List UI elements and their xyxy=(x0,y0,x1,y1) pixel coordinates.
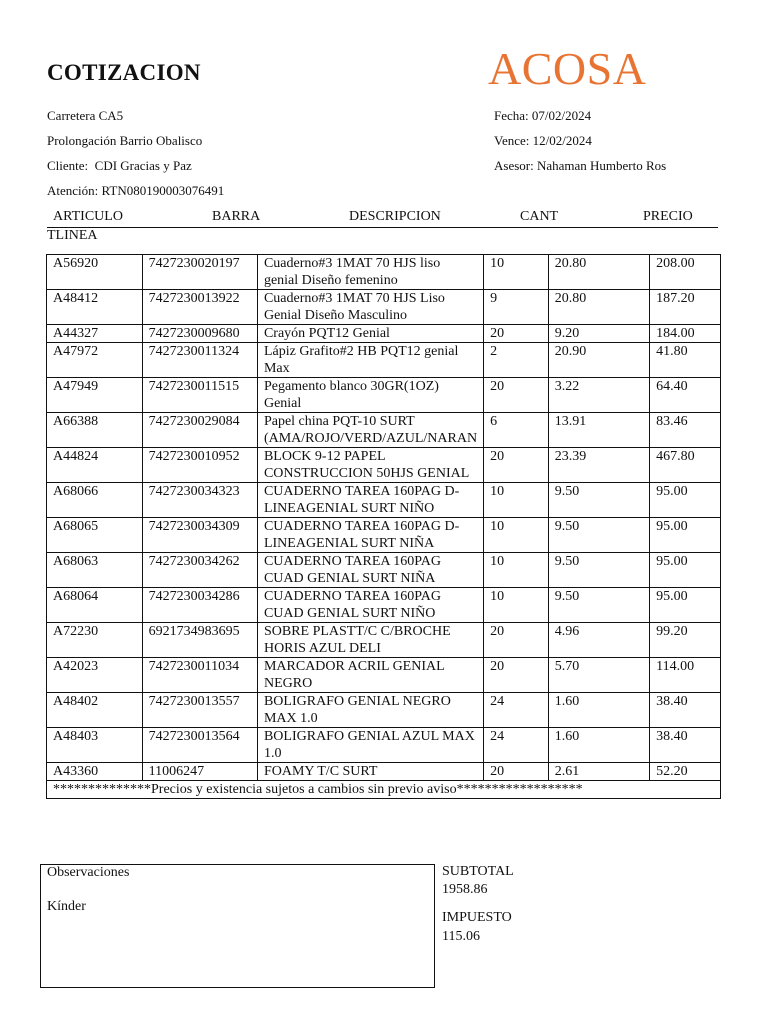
header-barra: BARRA xyxy=(212,209,261,224)
advisor-line: Asesor: Nahaman Humberto Ros xyxy=(494,158,667,173)
header-precio: PRECIO xyxy=(643,209,693,224)
table-row xyxy=(47,483,721,518)
cell-barra: 7427230034309 xyxy=(142,518,257,553)
cell-barra: 7427230034262 xyxy=(142,553,257,588)
cell-barra: 7427230029084 xyxy=(142,413,257,448)
table-row xyxy=(47,693,721,728)
cell-cant: 10 xyxy=(484,483,549,518)
cell-barra: 6921734983695 xyxy=(142,623,257,658)
cell-barra: 7427230020197 xyxy=(142,255,257,290)
cell-descripcion: Papel china PQT-10 SURT (AMA/ROJO/VERD/AZUL/NARAN xyxy=(257,413,483,448)
cell-precio: 1.60 xyxy=(548,693,649,728)
cell-tlinea: 467.80 xyxy=(650,448,721,483)
cell-barra: 7427230009680 xyxy=(142,325,257,343)
cell-cant: 24 xyxy=(484,728,549,763)
cell-descripcion: FOAMY T/C SURT xyxy=(257,763,483,781)
cell-articulo: A68064 xyxy=(47,588,143,623)
tax-value: 115.06 xyxy=(442,929,480,944)
cell-descripcion: Cuaderno#3 1MAT 70 HJS liso genial Diseño femenino xyxy=(257,255,483,290)
table-row xyxy=(47,255,721,290)
cell-tlinea: 64.40 xyxy=(650,378,721,413)
cell-cant: 20 xyxy=(484,763,549,781)
cell-articulo: A47949 xyxy=(47,378,143,413)
cell-precio: 9.50 xyxy=(548,553,649,588)
document-title: COTIZACION xyxy=(47,60,201,85)
cell-tlinea: 95.00 xyxy=(650,553,721,588)
cell-precio: 5.70 xyxy=(548,658,649,693)
cell-descripcion: CUADERNO TAREA 160PAG D-LINEAGENIAL SURT NIÑO xyxy=(257,483,483,518)
subtotal-label: SUBTOTAL xyxy=(442,864,514,879)
due-date-line: Vence: 12/02/2024 xyxy=(494,133,592,148)
cell-cant: 6 xyxy=(484,413,549,448)
cell-cant: 9 xyxy=(484,290,549,325)
cell-articulo: A68063 xyxy=(47,553,143,588)
table-row xyxy=(47,413,721,448)
table-row xyxy=(47,518,721,553)
tax-label: IMPUESTO xyxy=(442,910,512,925)
cell-cant: 10 xyxy=(484,518,549,553)
cell-barra: 7427230034286 xyxy=(142,588,257,623)
subtotal-value: 1958.86 xyxy=(442,882,488,897)
cell-barra: 7427230013922 xyxy=(142,290,257,325)
cell-cant: 10 xyxy=(484,255,549,290)
cell-descripcion: Pegamento blanco 30GR(1OZ) Genial xyxy=(257,378,483,413)
cell-tlinea: 184.00 xyxy=(650,325,721,343)
cell-precio: 20.90 xyxy=(548,343,649,378)
cell-cant: 2 xyxy=(484,343,549,378)
header-descripcion: DESCRIPCION xyxy=(349,209,441,224)
cell-articulo: A48402 xyxy=(47,693,143,728)
cell-barra: 7427230013564 xyxy=(142,728,257,763)
table-row xyxy=(47,553,721,588)
cell-tlinea: 208.00 xyxy=(650,255,721,290)
table-row xyxy=(47,343,721,378)
cell-precio: 13.91 xyxy=(548,413,649,448)
table-row xyxy=(47,325,721,343)
table-row xyxy=(47,623,721,658)
cell-cant: 10 xyxy=(484,553,549,588)
cell-descripcion: BOLIGRAFO GENIAL NEGRO MAX 1.0 xyxy=(257,693,483,728)
cell-descripcion: CUADERNO TAREA 160PAG D-LINEAGENIAL SURT NIÑA xyxy=(257,518,483,553)
cell-precio: 3.22 xyxy=(548,378,649,413)
observations-value: Kínder xyxy=(47,899,86,914)
cell-articulo: A47972 xyxy=(47,343,143,378)
cell-tlinea: 41.80 xyxy=(650,343,721,378)
table-row xyxy=(47,728,721,763)
table-row xyxy=(47,588,721,623)
date-line: Fecha: 07/02/2024 xyxy=(494,108,592,123)
cell-cant: 10 xyxy=(484,588,549,623)
header-articulo: ARTICULO xyxy=(53,209,123,224)
cell-barra: 7427230011034 xyxy=(142,658,257,693)
cell-precio: 9.50 xyxy=(548,483,649,518)
cell-articulo: A43360 xyxy=(47,763,143,781)
header-cant: CANT xyxy=(520,209,559,224)
cell-tlinea: 114.00 xyxy=(650,658,721,693)
observations-box xyxy=(40,864,435,988)
cell-articulo: A66388 xyxy=(47,413,143,448)
cell-descripcion: MARCADOR ACRIL GENIAL NEGRO xyxy=(257,658,483,693)
cell-barra: 7427230010952 xyxy=(142,448,257,483)
cell-descripcion: CUADERNO TAREA 160PAG CUAD GENIAL SURT NIÑO xyxy=(257,588,483,623)
cell-precio: 9.20 xyxy=(548,325,649,343)
cell-precio: 20.80 xyxy=(548,255,649,290)
cell-tlinea: 99.20 xyxy=(650,623,721,658)
cell-cant: 20 xyxy=(484,448,549,483)
cell-articulo: A44824 xyxy=(47,448,143,483)
attention-line: Atención: RTN080190003076491 xyxy=(47,183,225,198)
cell-tlinea: 38.40 xyxy=(650,728,721,763)
table-row xyxy=(47,658,721,693)
table-row xyxy=(47,763,721,781)
table-row xyxy=(47,290,721,325)
cell-barra: 7427230013557 xyxy=(142,693,257,728)
table-note: **************Precios y existencia sujetos a cambios sin previo aviso****************** xyxy=(47,781,721,799)
cell-articulo: A68065 xyxy=(47,518,143,553)
cell-descripcion: Cuaderno#3 1MAT 70 HJS Liso Genial Diseño Masculino xyxy=(257,290,483,325)
cell-cant: 24 xyxy=(484,693,549,728)
cell-precio: 4.96 xyxy=(548,623,649,658)
cell-barra: 11006247 xyxy=(142,763,257,781)
cell-articulo: A48412 xyxy=(47,290,143,325)
cell-descripcion: BOLIGRAFO GENIAL AZUL MAX 1.0 xyxy=(257,728,483,763)
cell-barra: 7427230011515 xyxy=(142,378,257,413)
cell-articulo: A42023 xyxy=(47,658,143,693)
cell-articulo: A44327 xyxy=(47,325,143,343)
table-row xyxy=(47,448,721,483)
table-note-row xyxy=(47,781,721,799)
cell-descripcion: SOBRE PLASTT/C C/BROCHE HORIS AZUL DELI xyxy=(257,623,483,658)
cell-cant: 20 xyxy=(484,378,549,413)
cell-tlinea: 52.20 xyxy=(650,763,721,781)
column-headers xyxy=(47,208,718,228)
cell-descripcion: Lápiz Grafito#2 HB PQT12 genial Max xyxy=(257,343,483,378)
cell-tlinea: 187.20 xyxy=(650,290,721,325)
observations-label: Observaciones xyxy=(47,865,130,880)
cell-tlinea: 95.00 xyxy=(650,588,721,623)
cell-tlinea: 38.40 xyxy=(650,693,721,728)
header-tlinea: TLINEA xyxy=(47,228,98,243)
cell-cant: 20 xyxy=(484,658,549,693)
address-line-2: Prolongación Barrio Obalisco xyxy=(47,133,203,148)
cell-tlinea: 95.00 xyxy=(650,483,721,518)
cell-articulo: A48403 xyxy=(47,728,143,763)
cell-precio: 1.60 xyxy=(548,728,649,763)
cell-precio: 2.61 xyxy=(548,763,649,781)
cell-precio: 9.50 xyxy=(548,588,649,623)
cell-barra: 7427230011324 xyxy=(142,343,257,378)
cell-precio: 20.80 xyxy=(548,290,649,325)
client-line: Cliente: CDI Gracias y Paz xyxy=(47,158,192,173)
cell-precio: 23.39 xyxy=(548,448,649,483)
cell-descripcion: CUADERNO TAREA 160PAG CUAD GENIAL SURT NIÑA xyxy=(257,553,483,588)
cell-barra: 7427230034323 xyxy=(142,483,257,518)
cell-articulo: A68066 xyxy=(47,483,143,518)
table-row xyxy=(47,378,721,413)
cell-cant: 20 xyxy=(484,623,549,658)
cell-articulo: A72230 xyxy=(47,623,143,658)
items-table xyxy=(46,254,721,799)
company-logo: ACOSA xyxy=(488,43,647,94)
cell-cant: 20 xyxy=(484,325,549,343)
address-line-1: Carretera CA5 xyxy=(47,108,124,123)
cell-precio: 9.50 xyxy=(548,518,649,553)
cell-tlinea: 83.46 xyxy=(650,413,721,448)
cell-tlinea: 95.00 xyxy=(650,518,721,553)
cell-descripcion: Crayón PQT12 Genial xyxy=(257,325,483,343)
cell-articulo: A56920 xyxy=(47,255,143,290)
cell-descripcion: BLOCK 9-12 PAPEL CONSTRUCCION 50HJS GENIAL xyxy=(257,448,483,483)
